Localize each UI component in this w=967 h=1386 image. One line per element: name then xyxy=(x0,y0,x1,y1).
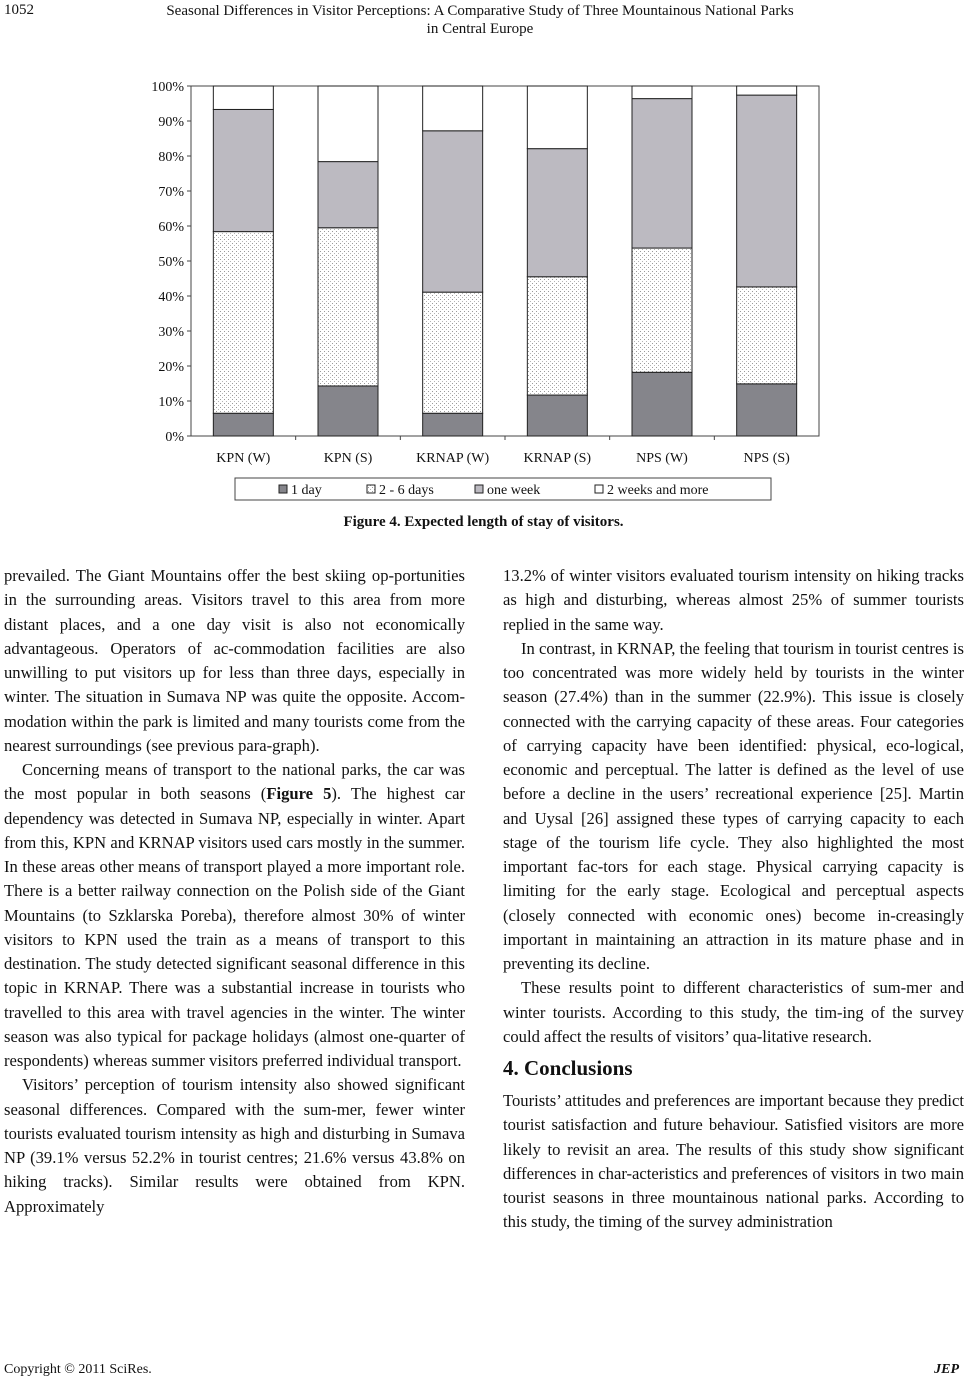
bar-segment xyxy=(632,372,692,436)
bar-segment xyxy=(318,386,378,436)
bar-segment xyxy=(318,162,378,228)
bar-segment xyxy=(527,277,587,395)
legend-label: one week xyxy=(487,483,541,498)
bar-segment xyxy=(632,86,692,99)
legend-swatch xyxy=(595,485,603,493)
x-tick-label: NPS (W) xyxy=(636,451,688,466)
paragraph-text: ). The highest car dependency was detected in Sumava NP, especially in winter. Apart from this, KPN and KRNAP visitors used cars mostly in the summer. In these areas other means of transport played a more important role. There is a better railway connection on the Polish side of the Giant Mountains (to Szklarska Poreba), therefore almost 30% of winter visitors to KPN used the train as a means of transport to this destination. The study detected significant seasonal difference in this topic in KRNAP. There was a substantial increase in tourists who travelled to this area with travel agencies in the winter. The winter season was also typical for package holidays (almost one-quarter of respondents) whereas summer visitors preferred individual transport. xyxy=(4,784,465,1070)
bar-segment xyxy=(737,384,797,436)
bar-segment xyxy=(737,287,797,384)
paragraph: Tourists’ attitudes and preferences are important because they predict tourist satisfaction and future behaviour. Satisfied visitors are more likely to revisit an area. The results of this study show significant differences in char-acteristics and preferences of visitors in two main tourist seasons in three mountainous national parks. According to this study, the timing of the survey administration xyxy=(503,1091,964,1232)
legend-label: 2 - 6 days xyxy=(379,483,434,498)
y-tick-label: 50% xyxy=(158,255,184,270)
y-tick-label: 20% xyxy=(158,360,184,375)
bar-segment xyxy=(423,86,483,131)
legend-swatch xyxy=(475,485,483,493)
x-tick-label: NPS (S) xyxy=(743,451,790,466)
running-title-line1: Seasonal Differences in Visitor Perceptions: A Comparative Study of Three Mountainous National Parks xyxy=(166,3,794,19)
running-title xyxy=(160,2,800,38)
bar-segment xyxy=(213,86,273,109)
y-tick-label: 60% xyxy=(158,220,184,235)
paragraph: 13.2% of winter visitors evaluated tourism intensity on hiking tracks as high and disturbing, whereas almost 25% of summer tourists replied in the same way. xyxy=(503,566,964,634)
bar-segment xyxy=(423,413,483,436)
section-heading: 4. Conclusions xyxy=(503,1056,633,1080)
running-title-line2: in Central Europe xyxy=(426,21,534,37)
bar-segment xyxy=(632,99,692,248)
left-column xyxy=(4,564,465,1219)
plot-frame xyxy=(191,86,819,436)
bar-segment xyxy=(737,95,797,287)
bar-segment xyxy=(527,149,587,277)
bar-segment xyxy=(527,86,587,149)
paragraph xyxy=(4,758,465,1073)
bar-segment xyxy=(632,248,692,372)
right-column xyxy=(503,564,964,1235)
x-tick-label: KPN (W) xyxy=(216,451,271,466)
legend-label: 1 day xyxy=(291,483,322,498)
copyright: Copyright © 2011 SciRes. xyxy=(4,1362,152,1377)
bar-segment xyxy=(213,232,273,414)
bar-segment xyxy=(318,86,378,162)
y-tick-label: 30% xyxy=(158,325,184,340)
y-tick-label: 10% xyxy=(158,395,184,410)
bar-segment xyxy=(318,228,378,386)
journal-abbrev: JEP xyxy=(934,1362,959,1377)
y-tick-label: 100% xyxy=(151,80,184,95)
legend-label: 2 weeks and more xyxy=(607,483,709,498)
figure-caption: Figure 4. Expected length of stay of visitors. xyxy=(343,514,624,530)
paragraph: Visitors’ perception of tourism intensity also showed significant seasonal differences. Compared with the sum-mer, fewer winter tourists evaluated tourism intensity as high and disturbing in Sumava NP (39.1% versus 52.2% in tourist centres; 21.6% versus 43.8% on hiking tracks). Similar results were obtained from KPN. Approximately xyxy=(4,1075,465,1216)
x-tick-label: KPN (S) xyxy=(323,451,373,466)
bar-segment xyxy=(737,86,797,95)
bar-segment xyxy=(213,109,273,231)
stacked-bar-chart xyxy=(143,78,823,508)
figure-4 xyxy=(143,78,823,508)
figure-reference-link[interactable]: Figure 5 xyxy=(266,784,332,804)
page-header xyxy=(0,0,967,44)
x-tick-label: KRNAP (W) xyxy=(416,451,490,466)
legend-swatch xyxy=(367,485,375,493)
bar-segment xyxy=(423,292,483,413)
page-number: 1052 xyxy=(4,2,34,18)
bar-segment xyxy=(423,131,483,292)
y-tick-label: 40% xyxy=(158,290,184,305)
page-footer xyxy=(4,1362,963,1378)
x-tick-label: KRNAP (S) xyxy=(523,451,592,466)
legend-swatch xyxy=(279,485,287,493)
paragraph: prevailed. The Giant Mountains offer the best skiing op-portunities in the surrounding areas. Visitors travel to this area from more distant places, and a one day visit is also not economically advantageous. Operators of ac-commodation facilities are also unwilling to put visitors up for less than three days, especially in winter. The situation in Sumava NP was quite the opposite. Accom-modation within the park is limited and many tourists come from the nearest surroundings (see previous para-graph). xyxy=(4,566,465,755)
y-tick-label: 80% xyxy=(158,150,184,165)
y-tick-label: 90% xyxy=(158,115,184,130)
paragraph: These results point to different characteristics of sum-mer and winter tourists. According to this study, the tim-ing of the survey could affect the results of visitors’ qua-litative research. xyxy=(503,978,964,1046)
bar-segment xyxy=(213,413,273,436)
paragraph: In contrast, in KRNAP, the feeling that tourism in tourist centres is too concentrated was more widely held by tourists in the winter season (27.4%) than in the summer (22.9%). This issue is closely connected with the carrying capacity of these areas. Four categories of carrying capacity have been identified: physical, eco-logical, economic and perceptual. The latter is defined as the level of use before a decline in the users’ recreational experience [25]. Martin and Uysal [26] assigned these types of carrying capacity to each stage of the tourism life cycle. They also highlighted the most important fac-tors for each stage. Physical carrying capacity is limiting for the early stage. Ecological and perceptual aspects (closely connected with economic ones) become in-creasingly important in maintaining an attraction in its mature phase and in preventing its decline. xyxy=(503,638,964,973)
bar-segment xyxy=(527,395,587,436)
y-tick-label: 0% xyxy=(165,430,184,445)
y-tick-label: 70% xyxy=(158,185,184,200)
paragraph-text: Concerning means of transport to the national parks, the car was the most popular in both seasons ( xyxy=(4,760,465,804)
